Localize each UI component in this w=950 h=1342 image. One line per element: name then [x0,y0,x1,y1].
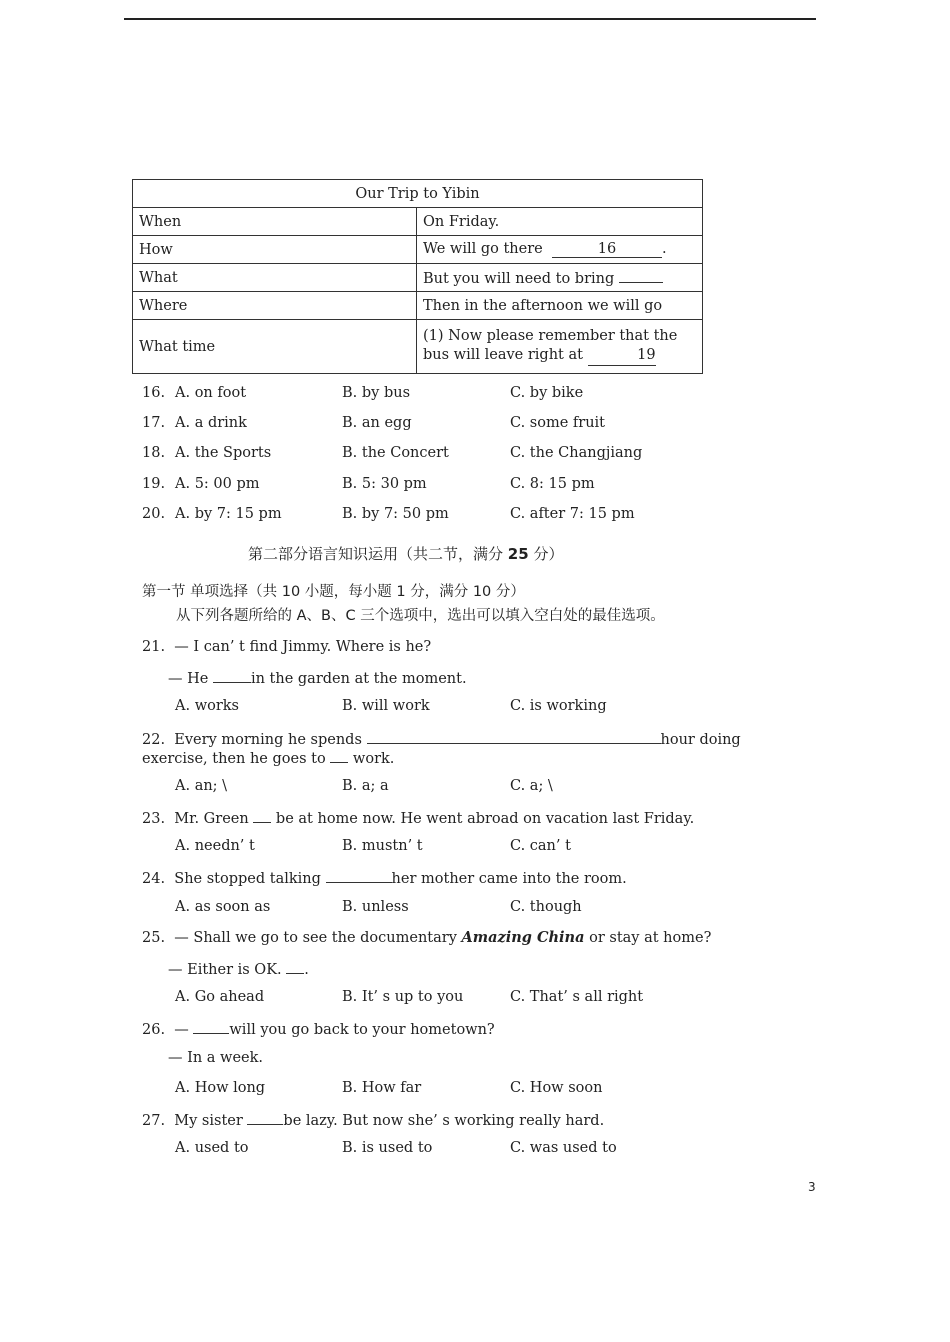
option-b[interactable]: B. 5: 30 pm [342,476,427,492]
option-c[interactable]: C. can’ t [510,838,571,854]
option-b[interactable]: B. by 7: 50 pm [342,506,449,522]
option-c[interactable]: C. That’ s all right [510,989,644,1005]
option-b[interactable]: B. mustn’ t [342,838,423,854]
option-b[interactable]: B. is used to [342,1140,433,1156]
option-c[interactable]: C. the Changjiang [510,445,643,461]
table-row [133,292,703,320]
trip-table [132,179,703,374]
option-b[interactable]: B. unless [342,899,409,915]
table-row [133,320,703,374]
option-a[interactable]: A. Go ahead [175,989,265,1005]
option-a[interactable]: A. How long [175,1080,266,1096]
answer-blank [326,868,392,883]
answer-blank [330,748,348,763]
option-b[interactable]: B. the Concert [342,445,449,461]
option-c[interactable]: C. How soon [510,1080,603,1096]
blank-17 [619,268,663,283]
option-a[interactable]: A. by 7: 15 pm [175,506,282,522]
answer-blank [213,668,251,683]
row-value: Then in the afternoon we will go [417,292,703,320]
page-number: 3 [808,1180,816,1194]
option-c[interactable]: C. was used to [510,1140,617,1156]
option-a[interactable]: A. 5: 00 pm [175,476,260,492]
option-a[interactable]: A. an; \ [175,778,228,794]
option-c[interactable]: C. after 7: 15 pm [510,506,635,522]
option-a[interactable]: A. needn’ t [175,838,255,854]
option-a[interactable]: A. works [175,698,239,714]
answer-blank [193,1019,229,1034]
option-b[interactable]: B. an egg [342,415,412,431]
option-c[interactable]: C. 8: 15 pm [510,476,595,492]
option-a[interactable]: A. a drink [175,415,247,431]
row-label: What time [133,320,417,374]
table-row [133,208,703,236]
option-c[interactable]: C. is working [510,698,607,714]
table-row [133,236,703,264]
option-b[interactable]: B. will work [342,698,430,714]
row-value: (1) Now please remember that the bus will leave right at 19 [417,320,703,374]
table-row [133,264,703,292]
row-value: On Friday. [417,208,703,236]
option-b[interactable]: B. a; a [342,778,389,794]
row-label: What [133,264,417,292]
answer-blank [247,1110,283,1125]
option-a[interactable]: A. as soon as [175,899,271,915]
row-value: We will go there 16 . [417,236,703,264]
blank-16: 16 [552,241,662,258]
option-c[interactable]: C. a; \ [510,778,553,794]
row-label: When [133,208,417,236]
section1-title: 第一节 单项选择（共 10 小题，每小题 1 分，满分 10 分） [142,584,525,600]
row-label: Where [133,292,417,320]
option-a[interactable]: A. on foot [175,385,247,401]
header-rule [124,18,816,20]
part2-title: 第二部分语言知识运用（共二节，满分 25 分） [248,545,564,563]
answer-blank [253,808,271,823]
answer-blank [367,729,661,744]
section1-instruction: 从下列各题所给的 A、B、C 三个选项中，选出可以填入空白处的最佳选项。 [176,608,665,624]
row-value: But you will need to bring [417,264,703,292]
option-c[interactable]: C. some fruit [510,415,606,431]
option-a[interactable]: A. used to [175,1140,249,1156]
option-b[interactable]: B. by bus [342,385,411,401]
option-c[interactable]: C. though [510,899,582,915]
row-label: How [133,236,417,264]
option-b[interactable]: B. How far [342,1080,422,1096]
option-b[interactable]: B. It’ s up to you [342,989,464,1005]
blank-19: 19 [588,346,656,366]
answer-blank [286,959,304,974]
table-title: Our Trip to Yibin [133,180,703,208]
option-c[interactable]: C. by bike [510,385,584,401]
option-a[interactable]: A. the Sports [175,445,272,461]
